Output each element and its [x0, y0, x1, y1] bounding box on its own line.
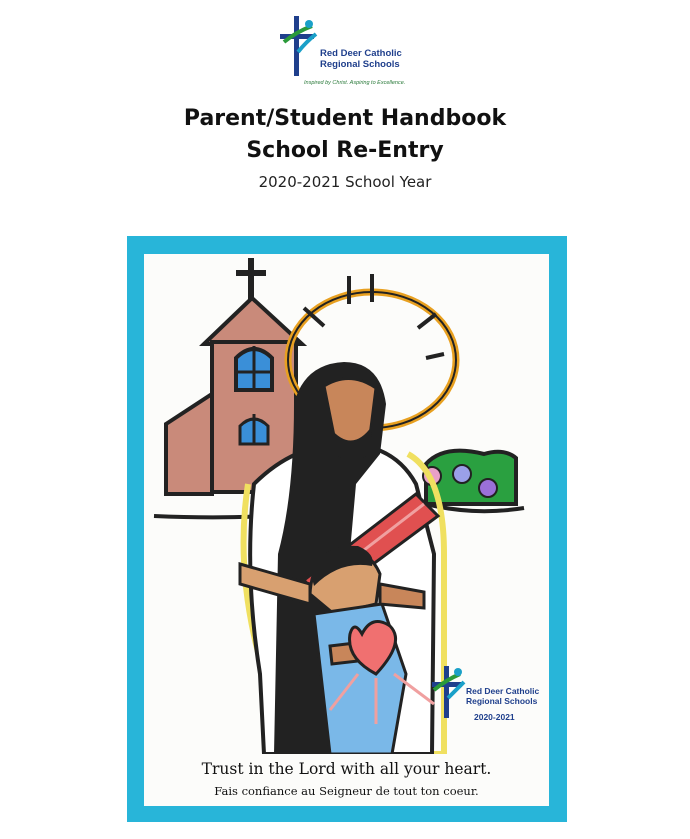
cover-logo-year: 2020-2021	[474, 712, 515, 722]
verse-french: Fais confiance au Seigneur de tout ton coeur.	[214, 784, 479, 798]
logo-name	[320, 48, 430, 70]
document-subtitle: 2020-2021 School Year	[258, 173, 432, 191]
verse-english: Trust in the Lord with all your heart.	[201, 760, 492, 778]
logo-name-line1: Red Deer Catholic	[320, 48, 402, 59]
cover-logo-name-line2: Regional Schools	[466, 696, 538, 706]
logo-tagline: Inspired by Christ. Aspiring to Excellence.	[304, 80, 406, 86]
cover-logo	[428, 662, 538, 732]
cover-logo-name-line1: Red Deer Catholic	[466, 686, 540, 696]
logo-name-line2: Regional Schools	[320, 59, 400, 70]
document-title-line1: Parent/Student Handbook	[183, 106, 507, 131]
cover-artwork-panel	[144, 254, 549, 806]
school-division-logo	[276, 12, 426, 92]
cross-with-figure-icon	[276, 12, 322, 82]
cover-frame	[127, 236, 567, 822]
document-title-line2: School Re-Entry	[246, 138, 444, 163]
cross-with-figure-icon	[428, 662, 468, 722]
cover-logo-name	[466, 686, 549, 706]
